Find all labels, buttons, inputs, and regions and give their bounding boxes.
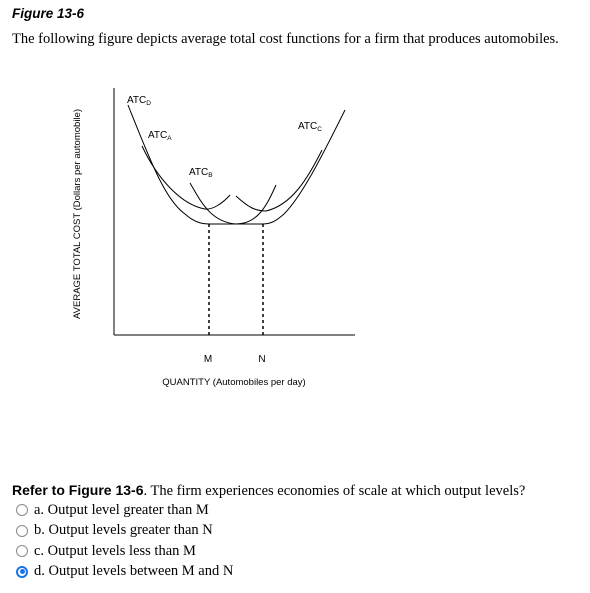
atc-c-curve (236, 150, 322, 211)
radio-d[interactable] (16, 566, 28, 578)
x-axis-label: QUANTITY (Automobiles per day) (162, 377, 306, 388)
answer-options (16, 500, 233, 582)
radio-a[interactable] (16, 504, 28, 516)
label-atc-a: $ATC_A$ (148, 130, 172, 142)
figure-title: Figure 13-6 (12, 6, 85, 21)
x-tick-n: N (258, 354, 266, 365)
option-c[interactable] (16, 541, 233, 562)
figure-description: The following figure depicts average total cost functions for a firm that produces automobiles. (12, 31, 559, 47)
option-a[interactable] (16, 500, 233, 521)
atc-a-curve (142, 146, 230, 209)
question-text (12, 482, 525, 500)
question-body: . The firm experiences economies of scale at which output levels? (143, 483, 526, 499)
atc-b-curve (190, 183, 276, 224)
y-axis-label: AVERAGE TOTAL COST (Dollars per automobile) (72, 109, 83, 319)
option-a-label: a. Output level greater than M (34, 501, 209, 518)
radio-b[interactable] (16, 525, 28, 537)
label-atc-c: $ATC_C$ (298, 121, 322, 133)
option-c-label: c. Output levels less than M (34, 542, 196, 559)
radio-c[interactable] (16, 545, 28, 557)
label-atc-b: $ATC_B$ (189, 167, 213, 179)
option-b-label: b. Output levels greater than N (34, 522, 213, 539)
option-d-label: d. Output levels between M and N (34, 563, 234, 580)
label-atc-d: $ATC_D$ (127, 95, 151, 107)
question-reference: Refer to Figure 13-6 (12, 482, 144, 498)
x-tick-m: M (203, 354, 213, 365)
option-b[interactable] (16, 521, 233, 542)
option-d[interactable] (16, 562, 233, 583)
